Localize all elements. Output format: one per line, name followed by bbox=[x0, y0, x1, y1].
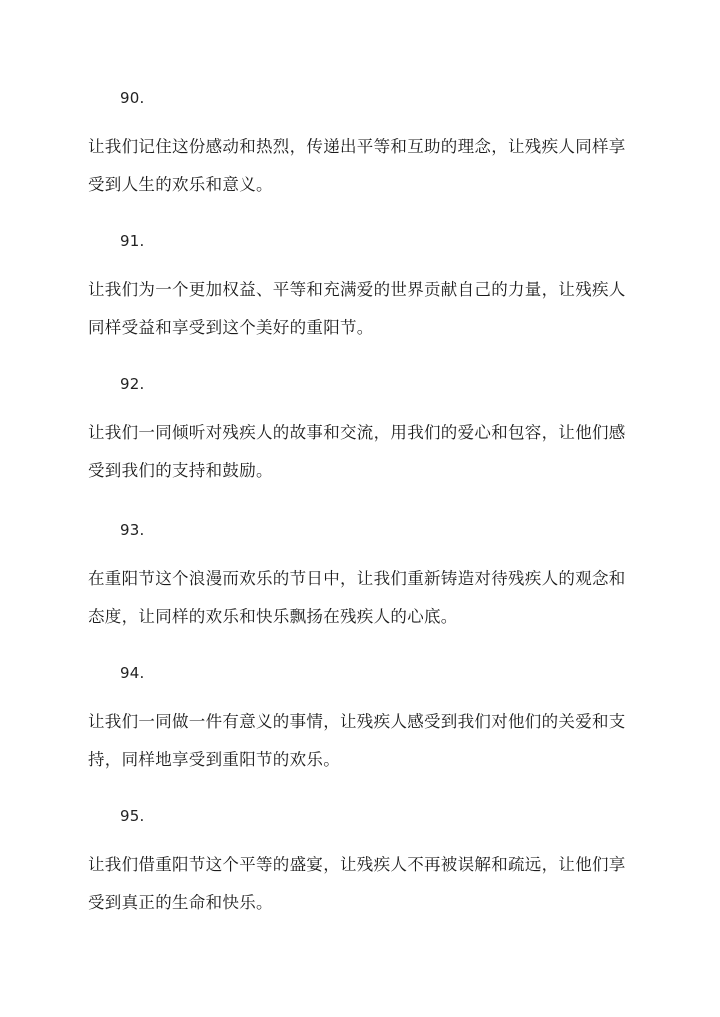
entry-number: 92. bbox=[120, 375, 145, 393]
entry-paragraph: 让我们记住这份感动和热烈，传递出平等和互助的理念，让残疾人同样享受到人生的欢乐和意义。 bbox=[88, 137, 626, 194]
entry-number: 93. bbox=[120, 521, 145, 539]
entry-paragraph: 在重阳节这个浪漫而欢乐的节日中，让我们重新铸造对待残疾人的观念和态度，让同样的欢乐和快乐飘扬在残疾人的心底。 bbox=[88, 569, 626, 626]
entry-number: 91. bbox=[120, 232, 145, 250]
entry-paragraph: 让我们一同倾听对残疾人的故事和交流，用我们的爱心和包容，让他们感受到我们的支持和鼓励。 bbox=[88, 423, 626, 480]
entry-number: 95. bbox=[120, 807, 145, 825]
entry-paragraph: 让我们借重阳节这个平等的盛宴，让残疾人不再被误解和疏远，让他们享受到真正的生命和快乐。 bbox=[88, 855, 626, 912]
entry-number: 90. bbox=[120, 89, 145, 107]
entry-number: 94. bbox=[120, 664, 145, 682]
entry-paragraph: 让我们为一个更加权益、平等和充满爱的世界贡献自己的力量，让残疾人同样受益和享受到这个美好的重阳节。 bbox=[88, 280, 626, 337]
entry-paragraph: 让我们一同做一件有意义的事情，让残疾人感受到我们对他们的关爱和支持，同样地享受到重阳节的欢乐。 bbox=[88, 712, 626, 769]
